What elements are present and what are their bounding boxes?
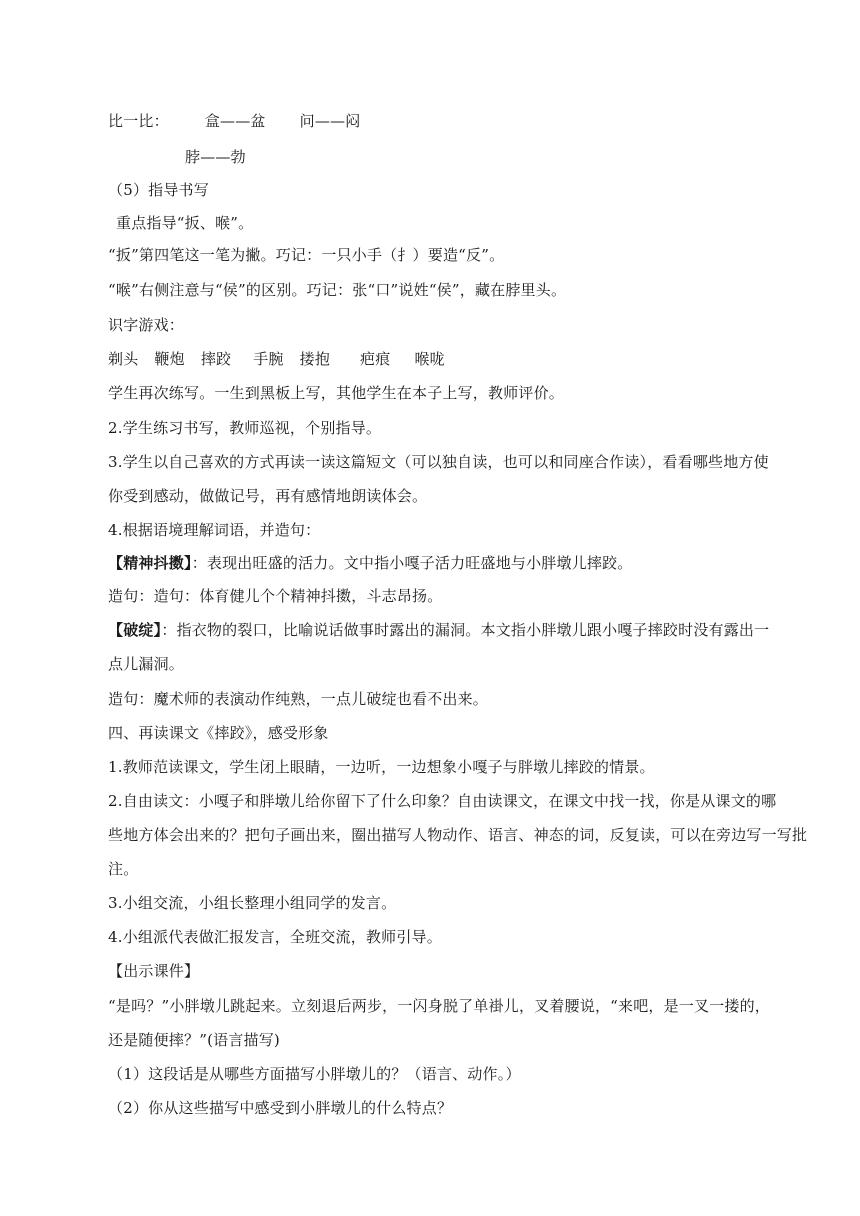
practice-again: 学生再次练写。一生到黑板上写，其他学生在本子上写，教师评价。 bbox=[108, 384, 565, 402]
term-jingshendousou bbox=[108, 553, 780, 573]
question-2: （2）你从这些描写中感受到小胖墩儿的什么特点？ bbox=[108, 1099, 453, 1117]
term-label: 【精神抖擞】 bbox=[108, 554, 192, 572]
term-definition: ：指衣物的裂口，比喻说话做事时露出的漏洞。本文指小胖墩儿跟小嘎子摔跤时没有露出一 bbox=[161, 621, 770, 639]
pz-sentence: 造句：魔术师的表演动作纯熟，一点儿破绽也看不出来。 bbox=[108, 690, 489, 708]
game-word: 剃头 bbox=[108, 350, 139, 368]
compare-pair-3: 脖——勃 bbox=[185, 148, 246, 166]
s4-item-4: 4.小组派代表做汇报发言，全班交流，教师引导。 bbox=[108, 928, 442, 946]
game-words bbox=[108, 349, 780, 369]
section-5-title: （5）指导书写 bbox=[108, 181, 209, 199]
focus-line: 重点指导“扳、喉”。 bbox=[116, 214, 254, 232]
compare-line bbox=[108, 111, 780, 131]
hou-tip: “喉”右侧注意与“侯”的区别。巧记：张“口”说姓“侯”，藏在脖里头。 bbox=[108, 281, 567, 299]
ban-tip: “扳”第四笔这一笔为撇。巧记：一只小手（扌）要造“反”。 bbox=[108, 246, 505, 264]
s4-item-2-line-2: 些地方体会出来的？把句子画出来，圈出描写人物动作、语言、神态的词，反复读，可以在旁边写一写批 bbox=[108, 826, 808, 844]
game-title: 识字游戏： bbox=[108, 316, 185, 334]
game-word: 摔跤 bbox=[200, 350, 232, 368]
jsds-sentence: 造句：造句：体育健儿个个精神抖擞，斗志昂扬。 bbox=[108, 587, 443, 605]
game-word: 喉咙 bbox=[414, 350, 445, 368]
s4-item-2-line-1: 2.自由读文：小嘎子和胖墩儿给你留下了什么印象？自由读课文，在课文中找一找，你是从课文的哪 bbox=[108, 792, 777, 810]
quote-line-2: 还是随便摔？”(语言描写) bbox=[108, 1031, 280, 1049]
courseware-label: 【出示课件】 bbox=[108, 962, 200, 980]
s4-item-1: 1.教师范读课文，学生闭上眼睛，一边听，一边想象小嘎子与胖墩儿摔跤的情景。 bbox=[108, 758, 655, 776]
game-word: 搂抱 bbox=[299, 350, 331, 368]
term-label: 【破绽】 bbox=[108, 621, 162, 639]
question-1: （1）这段话是从哪些方面描写小胖墩儿的？（语言、动作。） bbox=[108, 1065, 521, 1083]
s4-item-2-line-3: 注。 bbox=[108, 860, 139, 878]
compare-pair-1: 盒——盆 bbox=[204, 112, 266, 130]
term-pozhan bbox=[108, 620, 780, 640]
term-definition: ：表现出旺盛的活力。文中指小嘎子活力旺盛地与小胖墩儿摔跤。 bbox=[191, 554, 633, 572]
quote-line-1: “是吗？”小胖墩儿跳起来。立刻退后两步，一闪身脱了单褂儿，叉着腰说，“来吧，是一叉一搂的， bbox=[108, 997, 771, 1015]
item-4: 4.根据语境理解词语，并造句： bbox=[108, 521, 321, 539]
game-word: 手腕 bbox=[253, 350, 284, 368]
item-2: 2.学生练习书写，教师巡视，个别指导。 bbox=[108, 419, 382, 437]
compare-label: 比一比： bbox=[108, 112, 169, 130]
game-word: 疤痕 bbox=[360, 350, 391, 368]
item-3-line-1: 3.学生以自己喜欢的方式再读一读这篇短文（可以独自读，也可以和同座合作读），看看哪些地方使 bbox=[108, 453, 769, 471]
game-word: 鞭炮 bbox=[154, 350, 185, 368]
compare-pair-2: 问——闷 bbox=[299, 112, 361, 130]
section-4-title: 四、再读课文《摔跤》，感受形象 bbox=[108, 724, 329, 742]
pz-def-line-2: 点儿漏洞。 bbox=[108, 655, 185, 673]
s4-item-3: 3.小组交流，小组长整理小组同学的发言。 bbox=[108, 894, 397, 912]
item-3-line-2: 你受到感动，做做记号，再有感情地朗读体会。 bbox=[108, 487, 428, 505]
